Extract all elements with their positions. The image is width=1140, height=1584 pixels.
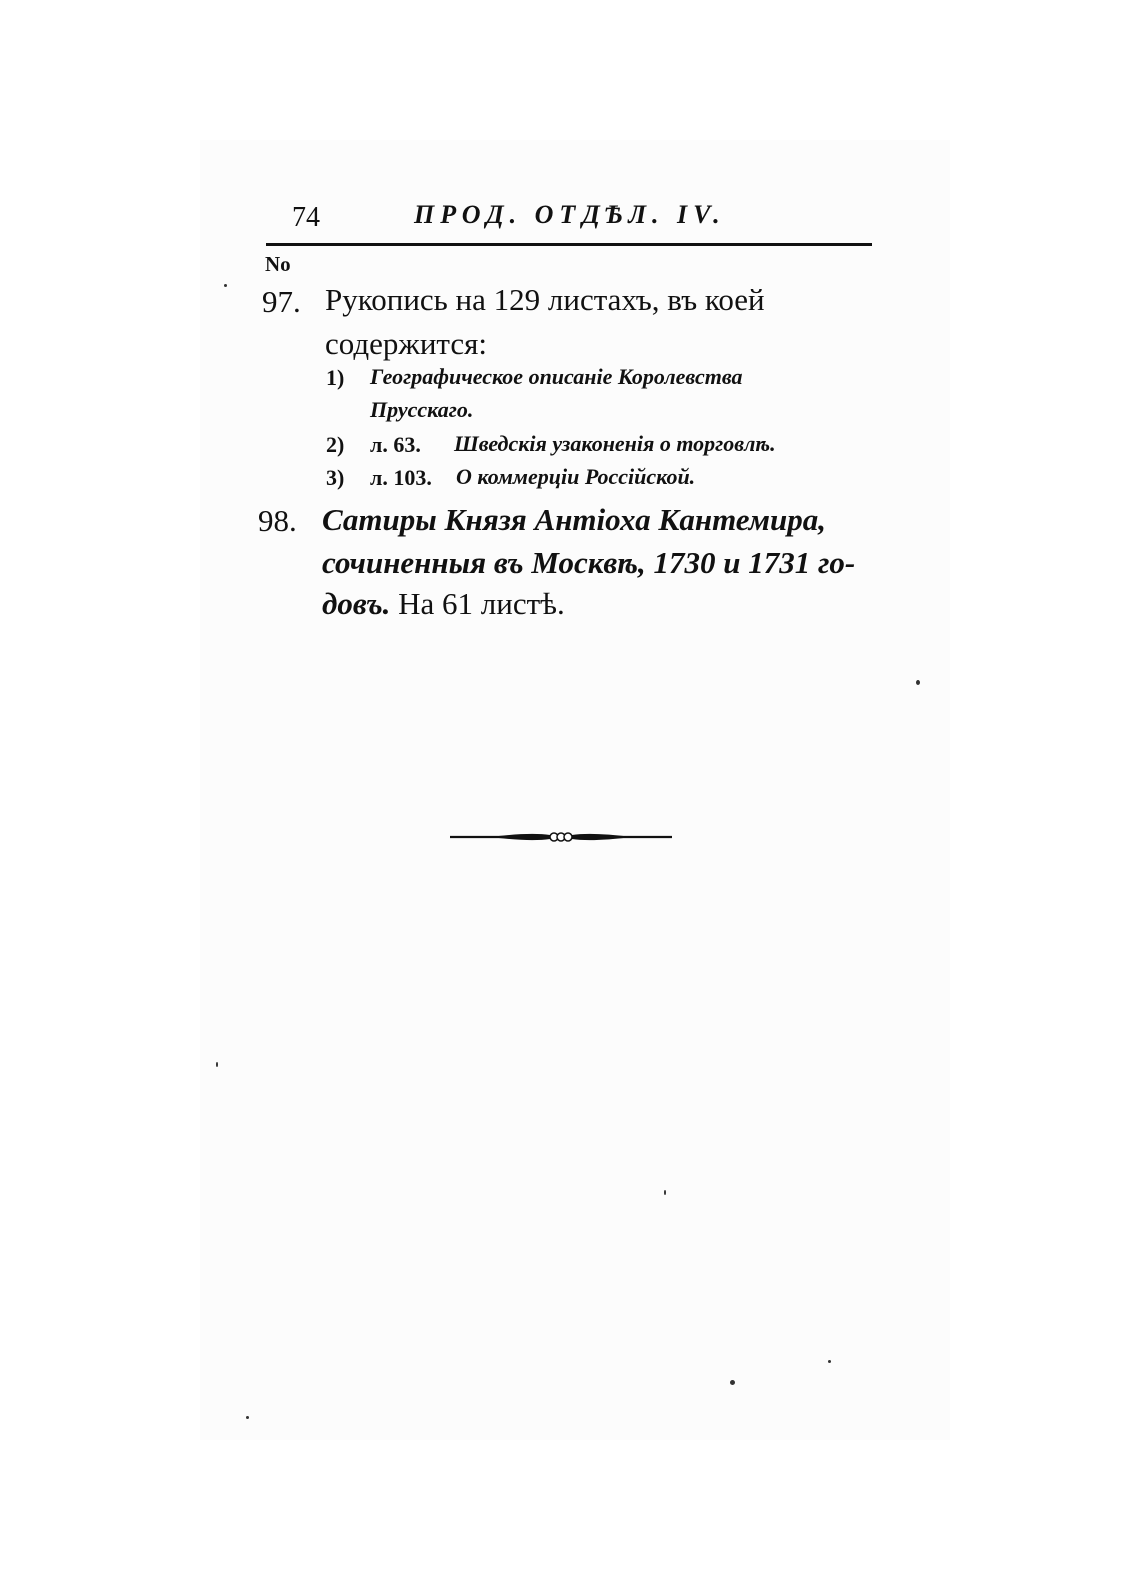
sub-item-text: Шведскія узаконенія о торговлѣ. xyxy=(454,431,776,456)
sub-item-text: Географическое описаніе Королевства xyxy=(370,364,743,389)
scan-speck xyxy=(216,1062,218,1067)
sub-item-number: 1) xyxy=(326,365,345,390)
entry-text-line xyxy=(322,586,565,622)
sub-item-folio: л. 63. xyxy=(370,432,421,457)
entry-number: 97. xyxy=(262,284,301,319)
scan-speck xyxy=(224,284,227,287)
entry-text-line: содержится: xyxy=(325,326,487,361)
page-background xyxy=(200,140,950,1440)
entry-text-line: Рукопись на 129 листахъ, въ коей xyxy=(325,282,765,317)
scan-speck xyxy=(246,1416,249,1419)
entry-number: 98. xyxy=(258,503,297,538)
scan-speck xyxy=(730,1380,735,1385)
scan-speck xyxy=(664,1190,666,1195)
number-column-label: No xyxy=(265,252,291,276)
sub-item-text-continuation: Прусскаго. xyxy=(370,397,474,422)
entry-text-italic: довъ. xyxy=(322,586,391,621)
entry-text-roman: На 61 листѣ. xyxy=(390,586,565,621)
scan-speck xyxy=(916,680,920,685)
ornamental-divider xyxy=(450,826,672,848)
scan-speck xyxy=(828,1360,831,1363)
entry-text-line: Сатиры Князя Антіоха Кантемира, xyxy=(322,502,827,537)
sub-item-folio: л. 103. xyxy=(370,465,432,490)
sub-item-text: О коммерціи Россійской. xyxy=(456,464,696,489)
sub-item-number: 2) xyxy=(326,432,345,457)
page-number: 74 xyxy=(292,202,320,233)
running-head: ПРОД. ОТДѢЛ. IV. xyxy=(414,200,726,229)
header-rule xyxy=(266,243,872,246)
page-header xyxy=(268,196,872,246)
sub-item-number: 3) xyxy=(326,465,345,490)
entry-text-line: сочиненныя въ Москвѣ, 1730 и 1731 го- xyxy=(322,545,856,580)
